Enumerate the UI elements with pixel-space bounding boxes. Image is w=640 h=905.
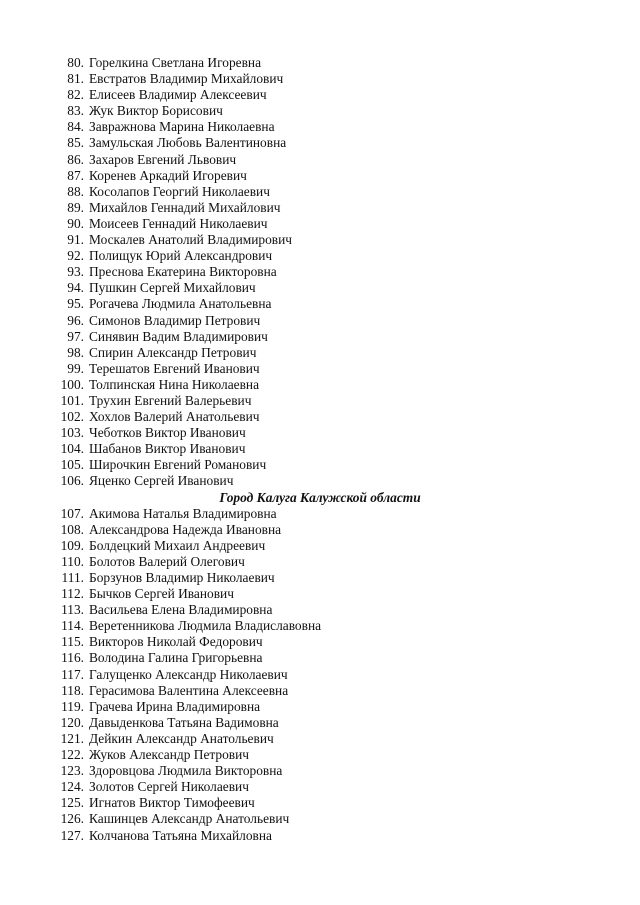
list-item (0, 715, 640, 731)
list-item (0, 602, 640, 618)
list-item-number: 97. (67, 328, 84, 344)
list-item (0, 811, 640, 827)
list-item-name: Косолапов Георгий Николаевич (89, 183, 270, 199)
list-item (0, 313, 640, 329)
list-item-number: 98. (67, 344, 84, 360)
list-item-number: 104. (60, 441, 84, 457)
list-item (0, 538, 640, 554)
document-page (0, 55, 640, 844)
list-item-number: 120. (60, 714, 84, 730)
list-item-number: 95. (67, 296, 84, 312)
list-item-name: Трухин Евгений Валерьевич (89, 392, 252, 408)
list-item-number: 117. (61, 666, 84, 682)
list-item-name: Терешатов Евгений Иванович (89, 360, 260, 376)
list-item (0, 795, 640, 811)
list-item-name: Рогачева Людмила Анатольевна (89, 296, 272, 312)
list-item (0, 264, 640, 280)
list-item-name: Викторов Николай Федорович (89, 634, 263, 650)
list-item (0, 168, 640, 184)
list-item-number: 87. (67, 167, 84, 183)
list-item-name: Михайлов Геннадий Михайлович (89, 199, 281, 215)
list-item (0, 763, 640, 779)
list-item (0, 55, 640, 71)
list-item-number: 84. (67, 119, 84, 135)
list-item (0, 618, 640, 634)
list-item (0, 184, 640, 200)
list-item (0, 135, 640, 151)
list-item-name: Толпинская Нина Николаевна (89, 376, 260, 392)
list-item-number: 123. (60, 763, 84, 779)
list-item (0, 828, 640, 844)
list-item (0, 280, 640, 296)
list-item-number: 82. (67, 87, 84, 103)
list-item-number: 113. (61, 602, 84, 618)
list-item-name: Васильева Елена Владимировна (89, 602, 273, 618)
list-item-name: Хохлов Валерий Анатольевич (89, 409, 260, 425)
list-item-name: Синявин Вадим Владимирович (89, 328, 268, 344)
list-item-name: Жук Виктор Борисович (89, 103, 223, 119)
list-item (0, 506, 640, 522)
list-item (0, 457, 640, 473)
list-item-name: Моисеев Геннадий Николаевич (89, 215, 268, 231)
list-item-number: 110. (61, 553, 84, 569)
list-item-number: 106. (60, 473, 84, 489)
list-item-number: 103. (60, 425, 84, 441)
list-item (0, 522, 640, 538)
list-item-number: 125. (60, 795, 84, 811)
list-item (0, 731, 640, 747)
list-item-number: 114. (61, 618, 84, 634)
list-item-number: 89. (67, 199, 84, 215)
list-item (0, 152, 640, 168)
list-item (0, 103, 640, 119)
list-item (0, 200, 640, 216)
list-item-name: Бычков Сергей Иванович (89, 586, 234, 602)
list-item (0, 119, 640, 135)
list-item-number: 119. (61, 698, 84, 714)
list-item-number: 83. (67, 103, 84, 119)
list-item-number: 91. (67, 232, 84, 248)
list-item-name: Жуков Александр Петрович (89, 747, 250, 763)
list-item-name: Коренев Аркадий Игоревич (89, 167, 247, 183)
list-item-name: Герасимова Валентина Алексеевна (89, 682, 289, 698)
list-item-name: Чеботков Виктор Иванович (89, 425, 246, 441)
list-item-name: Москалев Анатолий Владимирович (89, 232, 292, 248)
list-item (0, 586, 640, 602)
list-item-number: 102. (60, 409, 84, 425)
list-item (0, 747, 640, 763)
list-item (0, 667, 640, 683)
list-item-name: Борзунов Владимир Николаевич (89, 570, 275, 585)
list-item (0, 87, 640, 103)
list-item-name: Спирин Александр Петрович (89, 344, 257, 360)
list-item-name: Горелкина Светлана Игоревна (89, 55, 262, 70)
list-item-name: Евстратов Владимир Михайлович (89, 71, 284, 87)
list-item-name: Золотов Сергей Николаевич (89, 779, 249, 795)
list-item (0, 409, 640, 425)
list-item-name: Симонов Владимир Петрович (89, 312, 261, 328)
list-item-number: 116. (61, 650, 84, 666)
list-item (0, 779, 640, 795)
list-item-name: Галущенко Александр Николаевич (89, 666, 288, 682)
list-item (0, 361, 640, 377)
list-item-name: Болдецкий Михаил Андреевич (89, 537, 266, 553)
name-list-part-1 (0, 55, 640, 490)
list-item-name: Давыденкова Татьяна Вадимовна (89, 714, 279, 730)
list-item (0, 296, 640, 312)
list-item (0, 377, 640, 393)
list-item-name: Широчкин Евгений Романович (89, 457, 267, 473)
list-item (0, 393, 640, 409)
list-item-number: 93. (67, 264, 84, 280)
list-item-number: 122. (60, 747, 84, 763)
list-item-number: 88. (67, 183, 84, 199)
list-item-name: Завражнова Марина Николаевна (89, 119, 275, 135)
list-item-number: 99. (67, 360, 84, 376)
list-item-name: Преснова Екатерина Викторовна (89, 264, 277, 280)
list-item (0, 683, 640, 699)
name-list-part-2 (0, 506, 640, 844)
list-item (0, 650, 640, 666)
list-item-number: 96. (67, 312, 84, 328)
list-item-number: 86. (67, 151, 84, 167)
list-item (0, 329, 640, 345)
list-item-number: 105. (60, 457, 84, 473)
list-item (0, 345, 640, 361)
list-item-number: 92. (67, 248, 84, 264)
list-item-number: 85. (67, 135, 84, 151)
list-item-number: 80. (67, 55, 84, 70)
list-item-number: 111. (61, 570, 84, 585)
list-item-number: 107. (60, 505, 84, 521)
list-item-name: Володина Галина Григорьевна (89, 650, 263, 666)
list-item-number: 121. (60, 730, 84, 746)
list-item-number: 124. (60, 779, 84, 795)
list-item (0, 216, 640, 232)
list-item-number: 94. (67, 280, 84, 296)
list-item-name: Веретенникова Людмила Владиславовна (89, 618, 322, 634)
list-item-name: Пушкин Сергей Михайлович (89, 280, 256, 296)
list-item-name: Яценко Сергей Иванович (89, 473, 234, 489)
list-item (0, 699, 640, 715)
list-item (0, 425, 640, 441)
list-item (0, 232, 640, 248)
list-item-number: 90. (67, 215, 84, 231)
list-item-number: 100. (60, 376, 84, 392)
list-item-number: 112. (61, 586, 84, 602)
list-item-name: Колчанова Татьяна Михайловна (89, 827, 272, 843)
list-item-name: Болотов Валерий Олегович (89, 553, 245, 569)
list-item-name: Акимова Наталья Владимировна (89, 505, 277, 521)
list-item-number: 81. (67, 71, 84, 87)
list-item-number: 126. (60, 811, 84, 827)
list-item-number: 101. (60, 392, 84, 408)
list-item (0, 473, 640, 489)
list-item-name: Грачева Ирина Владимировна (89, 698, 261, 714)
list-item-name: Кашинцев Александр Анатольевич (89, 811, 290, 827)
list-item-name: Александрова Надежда Ивановна (89, 521, 282, 537)
list-item-name: Елисеев Владимир Алексеевич (89, 87, 267, 103)
list-item (0, 441, 640, 457)
list-item-name: Захаров Евгений Львович (89, 151, 237, 167)
section-heading: Город Калуга Калужской области (219, 489, 421, 505)
list-item-number: 118. (61, 682, 84, 698)
list-item-number: 115. (61, 634, 84, 650)
list-item (0, 634, 640, 650)
list-item-name: Полищук Юрий Александрович (89, 248, 273, 264)
list-item (0, 570, 640, 586)
list-item-number: 127. (60, 827, 84, 843)
list-item-name: Замульская Любовь Валентиновна (89, 135, 287, 151)
list-item-name: Здоровцова Людмила Викторовна (89, 763, 283, 779)
list-item (0, 71, 640, 87)
list-item-number: 108. (60, 521, 84, 537)
list-item-name: Дейкин Александр Анатольевич (89, 730, 274, 746)
list-item (0, 554, 640, 570)
list-item-number: 109. (60, 537, 84, 553)
list-item (0, 248, 640, 264)
list-item-name: Игнатов Виктор Тимофеевич (89, 795, 255, 811)
list-item-name: Шабанов Виктор Иванович (89, 441, 246, 457)
